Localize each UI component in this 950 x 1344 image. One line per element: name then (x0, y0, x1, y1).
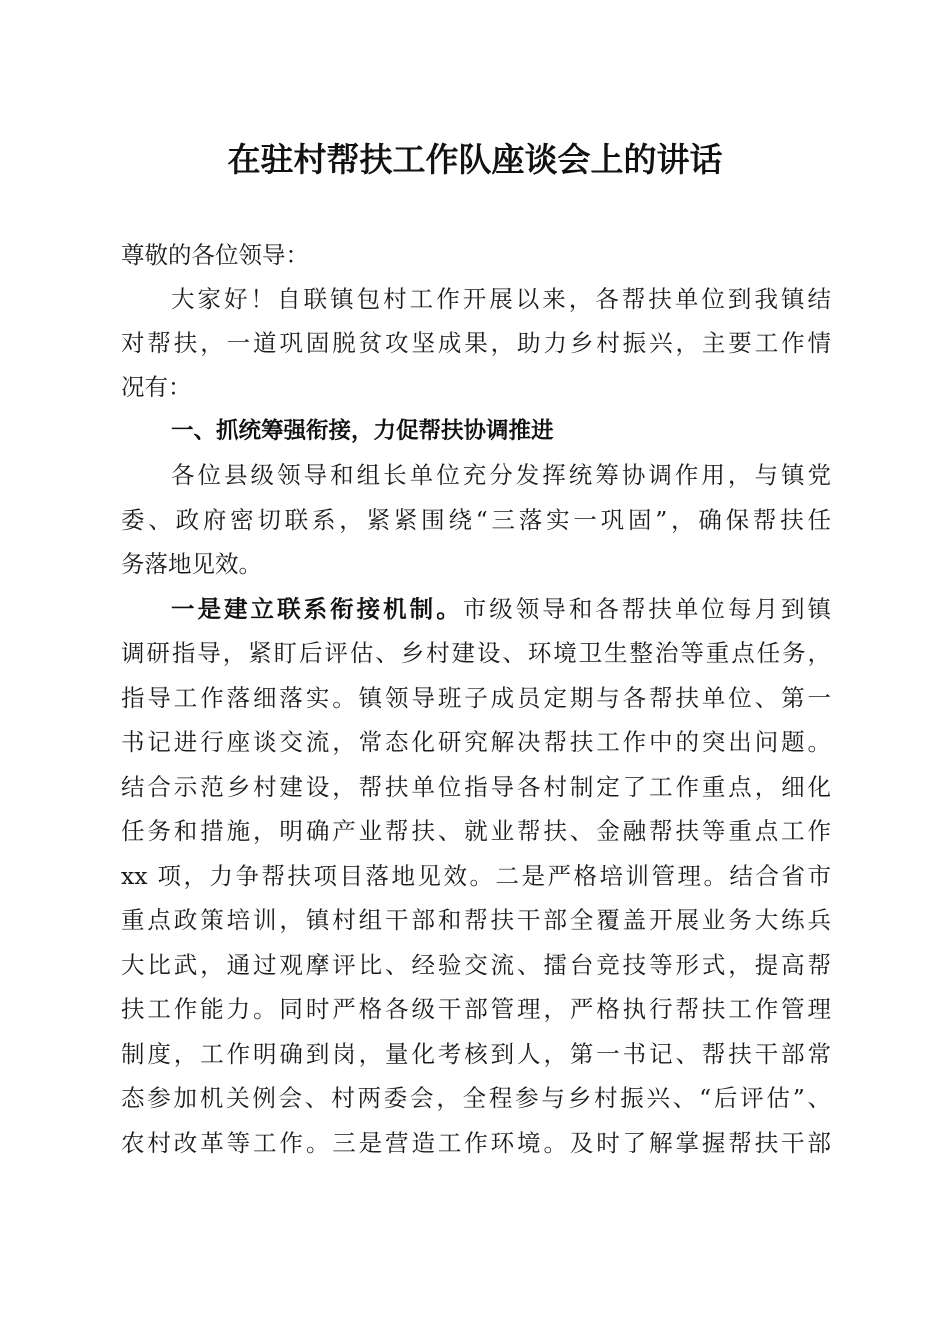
salutation: 尊敬的各位领导： (121, 241, 309, 269)
section1-line-2: 委、政府密切联系，紧紧围绕“三落实一巩固”，确保帮扶任 (121, 506, 831, 534)
page-title: 在驻村帮扶工作队座谈会上的讲话 (227, 140, 723, 179)
point1-first-rest: 市级领导和各帮扶单位每月到镇 (462, 595, 832, 623)
section1-line-1: 各位县级领导和组长单位充分发挥统筹协调作用，与镇党 (171, 461, 831, 489)
body-line-3: 书记进行座谈交流，常态化研究解决帮扶工作中的突出问题。 (121, 728, 831, 756)
body-line-8: 大比武，通过观摩评比、经验交流、擂台竞技等形式，提高帮 (121, 951, 831, 979)
body-line-9: 扶工作能力。同时严格各级干部管理，严格执行帮扶工作管理 (121, 995, 831, 1023)
body-line-5: 任务和措施，明确产业帮扶、就业帮扶、金融帮扶等重点工作 (121, 817, 831, 845)
body-line-2: 指导工作落细落实。镇领导班子成员定期与各帮扶单位、第一 (121, 684, 831, 712)
body-line-1: 调研指导，紧盯后评估、乡村建设、环境卫生整治等重点任务， (121, 639, 831, 667)
section-heading-1: 一、抓统筹强衔接，力促帮扶协调推进 (171, 418, 554, 444)
body-line-10: 制度，工作明确到岗，量化考核到人，第一书记、帮扶干部常 (121, 1040, 831, 1068)
point1-first-line (171, 586, 831, 632)
body-line-12: 农村改革等工作。三是营造工作环境。及时了解掌握帮扶干部 (121, 1129, 831, 1157)
body-line-4: 结合示范乡村建设，帮扶单位指导各村制定了工作重点，细化 (121, 773, 831, 801)
intro-line-1: 大家好！自联镇包村工作开展以来，各帮扶单位到我镇结 (171, 285, 831, 313)
intro-line-3: 况有： (121, 373, 192, 401)
body-line-6: xx 项，力争帮扶项目落地见效。二是严格培训管理。结合省市 (121, 862, 831, 890)
body-line-7: 重点政策培训，镇村组干部和帮扶干部全覆盖开展业务大练兵 (121, 906, 831, 934)
section1-line-3: 务落地见效。 (121, 550, 262, 578)
intro-line-2: 对帮扶，一道巩固脱贫攻坚成果，助力乡村振兴，主要工作情 (121, 329, 831, 357)
body-line-11: 态参加机关例会、村两委会，全程参与乡村振兴、“后评估”、 (121, 1084, 831, 1112)
point1-lead: 一是建立联系衔接机制。 (171, 595, 463, 623)
